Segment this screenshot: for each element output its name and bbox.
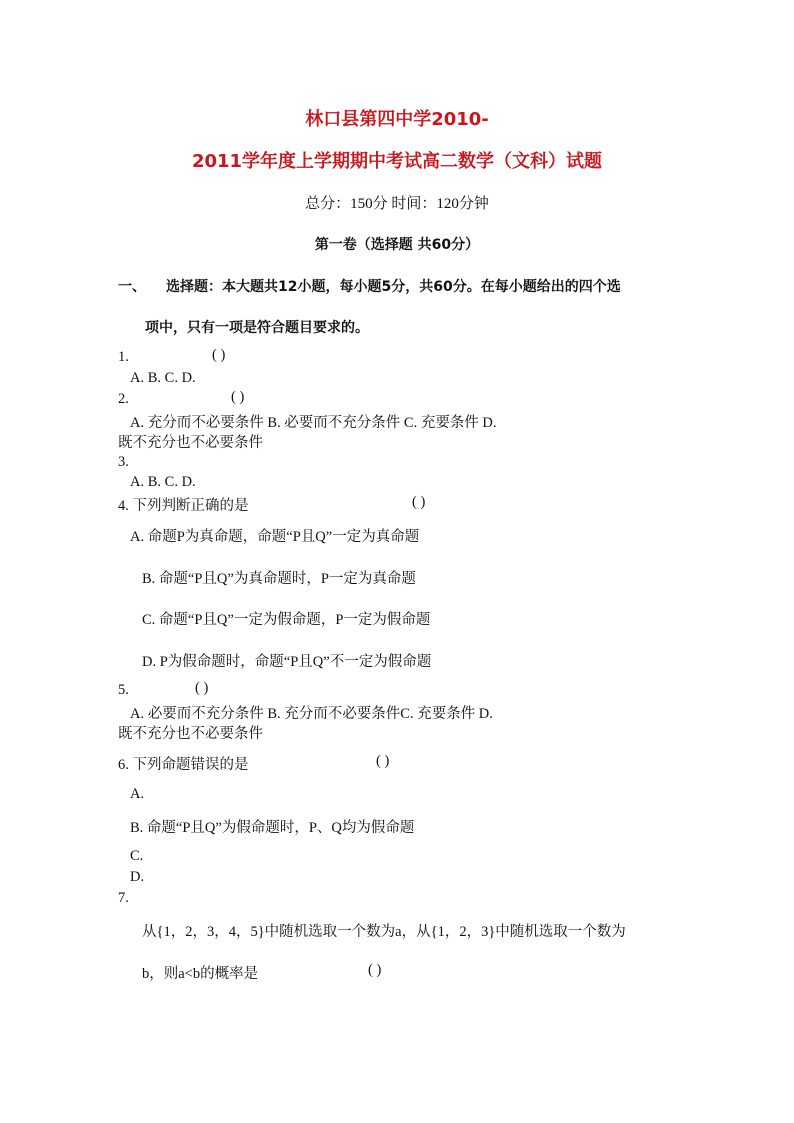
q5-number: 5. bbox=[118, 682, 129, 698]
q4-option-b: B. 命题“P且Q”为真命题时，P一定为真命题 bbox=[142, 571, 416, 587]
q4-stem: 4. 下列判断正确的是 bbox=[118, 498, 249, 514]
q4-answer-paren: ( ) bbox=[412, 494, 426, 510]
q6-option-c: C. bbox=[130, 848, 144, 864]
q3-options: A. B. C. D. bbox=[130, 474, 196, 490]
q6-option-b: B. 命题“P且Q”为假命题时，P、Q均为假命题 bbox=[130, 820, 415, 836]
q7-stem-line1: 从{1，2，3，4，5}中随机选取一个数为a，从{1，2，3}中随机选取一个数为 bbox=[142, 924, 626, 940]
section-instruction-line2: 项中，只有一项是符合题目要求的。 bbox=[145, 320, 369, 336]
q7-number: 7. bbox=[118, 890, 129, 906]
exam-title-line2: 2011学年度上学期期中考试高二数学（文科）试题 bbox=[191, 151, 603, 172]
q5-options-line1: A. 必要而不充分条件 B. 充分而不必要条件C. 充要条件 D. bbox=[130, 706, 493, 722]
q6-answer-paren: ( ) bbox=[376, 753, 390, 769]
q3-number: 3. bbox=[118, 454, 129, 470]
q7-stem-line2: b，则a<b的概率是 bbox=[142, 966, 259, 982]
score-time-info: 总分：150分 时间：120分钟 bbox=[305, 196, 489, 212]
q4-option-c: C. 命题“P且Q”一定为假命题，P一定为假命题 bbox=[142, 612, 431, 628]
q1-answer-paren: ( ) bbox=[212, 347, 226, 363]
q1-options: A. B. C. D. bbox=[130, 370, 196, 386]
section-instruction-line1: 选择题：本大题共12小题，每小题5分，共60分。在每小题给出的四个选 bbox=[166, 279, 621, 295]
section-number: 一、 bbox=[118, 279, 146, 295]
q2-options-line2: 既不充分也不必要条件 bbox=[118, 435, 263, 451]
q4-option-d: D. P为假命题时，命题“P且Q”不一定为假命题 bbox=[142, 654, 432, 670]
exam-title-line1: 林口县第四中学2010- bbox=[305, 109, 489, 130]
q4-option-a: A. 命题P为真命题，命题“P且Q”一定为真命题 bbox=[130, 529, 420, 545]
q2-number: 2. bbox=[118, 391, 129, 407]
q5-answer-paren: ( ) bbox=[195, 680, 209, 696]
q6-option-d: D. bbox=[130, 869, 145, 885]
q6-stem: 6. 下列命题错误的是 bbox=[118, 757, 249, 773]
q2-answer-paren: ( ) bbox=[231, 389, 245, 405]
q5-options-line2: 既不充分也不必要条件 bbox=[118, 726, 263, 742]
volume-title: 第一卷（选择题 共60分） bbox=[314, 237, 480, 253]
q6-option-a: A. bbox=[130, 786, 145, 802]
q2-options-line1: A. 充分而不必要条件 B. 必要而不充分条件 C. 充要条件 D. bbox=[130, 415, 497, 431]
q7-answer-paren: ( ) bbox=[368, 962, 382, 978]
q1-number: 1. bbox=[118, 349, 129, 365]
